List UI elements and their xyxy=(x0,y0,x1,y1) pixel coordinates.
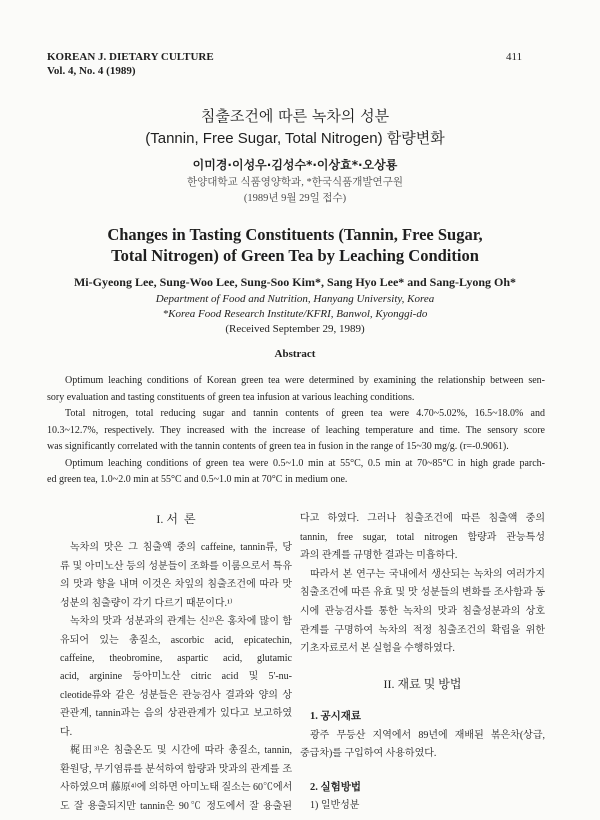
abstract-line: Total nitrogen, total reducing sugar and tannin contents of green tea were 4.70~5.02%, 16.5~18.0% and xyxy=(65,408,545,419)
english-affiliation-2: *Korea Food Research Institute/KFRI, Banwol, Kyonggi-do xyxy=(162,308,428,320)
body-line: 중급차)를 구입하여 사용하였다. xyxy=(300,748,437,760)
abstract-heading: Abstract xyxy=(274,348,316,360)
section-heading-introduction: I. 서 론 xyxy=(156,512,196,526)
body-line: 침출조건에 따른 유효 및 맛 성분들의 변화를 조사함과 동 xyxy=(300,587,545,599)
body-line: acid, arginine 등아미노산 citric acid 및 5'-nu- xyxy=(60,671,292,683)
introduction-text xyxy=(60,539,292,816)
english-title-line-1: Changes in Tasting Constituents (Tannin, Free Sugar, xyxy=(107,225,483,244)
body-line: 다. xyxy=(60,726,73,738)
body-line: 류 및 아미노산 등의 성분들이 조화를 이룸으로서 특유 xyxy=(60,560,292,572)
body-line: 과의 관계를 규명한 결과는 미흡하다. xyxy=(300,550,458,562)
body-line: 다고 하였다. 그러나 침출조건에 따른 침출액 중의 xyxy=(300,513,545,524)
korean-authors: 이미경·이성우·김성수*·이상효*·오상룡 xyxy=(192,158,398,172)
english-authors: Mi-Gyeong Lee, Sung-Woo Lee, Sung-Soo Kim*, Sang Hyo Lee* and Sang-Lyong Oh* xyxy=(73,275,517,289)
korean-title-line-1: 침출조건에 따른 녹차의 성분 xyxy=(200,107,390,125)
abstract-body xyxy=(47,373,545,489)
body-line: cleotide류와 같은 성분들은 관능검사 결과와 양의 상 xyxy=(60,689,292,701)
korean-received-date: (1989년 9월 29일 접수) xyxy=(243,193,347,204)
korean-affiliation: 한양대학교 식품영양학과, *한국식품개발연구원 xyxy=(187,177,403,188)
method-item-general-components: 1) 일반성분 xyxy=(310,800,360,812)
body-line: tannin, free sugar, total nitrogen 함량과 관능특성 xyxy=(300,531,545,543)
body-line: 따라서 본 연구는 국내에서 생산되는 녹차의 여러가지 xyxy=(310,568,545,580)
journal-volume: Vol. 4, No. 4 (1989) xyxy=(47,65,136,77)
body-line: 의 맛과 향을 내며 이것은 차잎의 침출조건에 따라 맛 xyxy=(60,579,292,591)
journal-name: KOREAN J. DIETARY CULTURE xyxy=(47,51,214,63)
body-line: caffeine, theobromine, aspartic acid, glutamic xyxy=(60,653,292,665)
abstract-line: sory evaluation and tasting constituents of green tea infusion at various leaching conditions. xyxy=(47,391,415,403)
body-line: 관계를 구명하여 녹차의 적정 침출조건의 확립을 위한 xyxy=(300,624,545,636)
body-column-right xyxy=(300,510,545,816)
abstract-line: was significantly correlated with the tannin contents of green tea in fusion in the range of 15~30 mg/g. (r=-0.9061). xyxy=(47,441,509,452)
abstract-line: 10.3~12.7%, respectively. They increased with the increase of leaching temperature and time. The sensory score xyxy=(47,424,545,436)
english-received-date: (Received September 29, 1989) xyxy=(225,323,365,335)
english-affiliation-1: Department of Food and Nutrition, Hanyang University, Korea xyxy=(155,293,435,305)
korean-title-line-2: (Tannin, Free Sugar, Total Nitrogen) 함량변화 xyxy=(145,130,445,147)
body-line: 사하였으며 藤原⁴⁾에 의하면 아미노태 질소는 60℃에서 xyxy=(60,782,293,794)
subsection-heading-methods: 2. 실험방법 xyxy=(310,781,362,793)
abstract-line: ed green tea, 1.0~2.0 min at 55°C and 0.5~1.0 min at 70°C in medium one. xyxy=(47,474,348,485)
body-line: 성분의 침출량이 각기 다르기 때문이다.¹⁾ xyxy=(60,597,233,609)
body-line: 梶田³⁾은 침출온도 및 시간에 따라 총질소, tannin, xyxy=(70,745,292,757)
english-title-line-2: Total Nitrogen) of Green Tea by Leaching Condition xyxy=(111,246,479,265)
body-line: 유되어 있는 총질소, ascorbic acid, epicatechin, xyxy=(60,634,292,646)
body-line: 시에 관능검사를 통한 녹차의 맛과 침출성분과의 상호 xyxy=(300,605,545,617)
abstract-line: Optimum leaching conditions of green tea were 0.5~1.0 min at 55°C, 0.5 min at 70~85°C in high grade parch- xyxy=(65,457,545,469)
body-line: 광주 무등산 지역에서 89년에 재배된 볶은차(상급, xyxy=(310,729,545,741)
page-number: 411 xyxy=(506,51,523,63)
body-line: 환원당, 무기염류를 분석하여 함량과 맛과의 관계를 조 xyxy=(60,763,292,775)
abstract-line: Optimum leaching conditions of Korean green tea were determined by examining the relationship between sen- xyxy=(65,375,545,386)
subsection-heading-materials: 1. 공시재료 xyxy=(310,710,362,722)
body-line: 관관계, tannin과는 음의 상관관계가 있다고 보고하였 xyxy=(60,708,292,720)
body-line: 녹차의 맛과 성분과의 관계는 신²⁾은 홍차에 많이 함 xyxy=(70,616,292,628)
body-column-left xyxy=(60,510,292,816)
body-line: 기초자료로서 본 실험을 수행하였다. xyxy=(300,643,455,655)
body-line: 도 잘 용출되지만 tannin은 90℃ 정도에서 잘 용출된 xyxy=(60,800,292,812)
body-line: 녹차의 맛은 그 침출액 중의 caffeine, tannin류, 당 xyxy=(70,542,292,554)
section-heading-materials-methods: II. 재료 및 방법 xyxy=(383,676,462,691)
